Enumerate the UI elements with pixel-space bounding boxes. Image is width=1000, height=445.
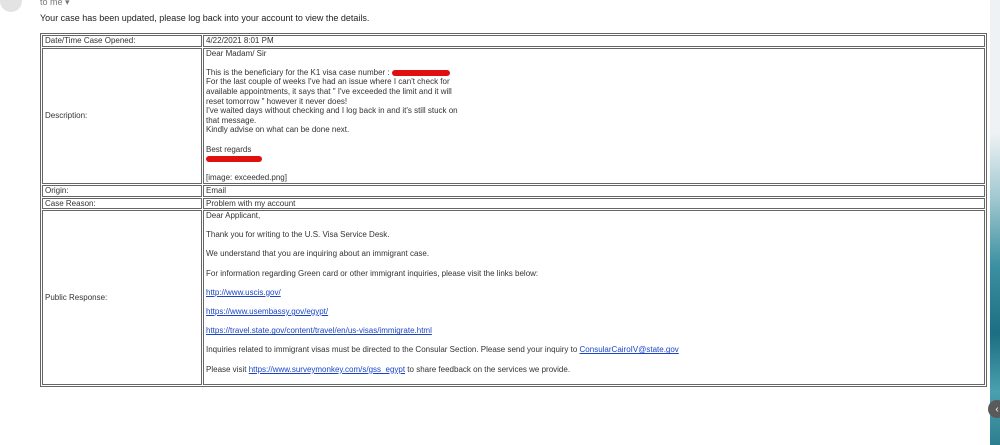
description-line: Kindly advise on what can be done next. [206,125,350,135]
description-greeting: Dear Madam/ Sir [206,48,267,58]
description-closing: Best regards [206,144,252,154]
chevron-down-icon[interactable]: ▾ [65,0,70,7]
row-date-opened [42,35,985,47]
sender-avatar[interactable] [0,0,22,12]
response-greeting: Dear Applicant, [206,211,261,221]
description-line: reset tomorrow " however it never does! [206,96,348,106]
public-response-label: Public Response: [42,210,202,385]
case-reason-label: Case Reason: [42,198,202,210]
consular-email-link[interactable]: ConsularCairoIV@state.gov [579,345,679,355]
response-understand: We understand that you are inquiring about an immigrant case. [206,249,430,259]
side-panel-background [990,0,1000,445]
description-line: I've waited days without checking and I log back in and it's still stuck on [206,106,458,116]
recipient-details[interactable] [40,0,70,8]
row-origin [42,185,985,197]
uscis-link[interactable]: http://www.uscis.gov/ [206,287,281,297]
row-case-reason [42,198,985,210]
survey-link[interactable]: https://www.surveymonkey.com/s/gss_egypt [248,364,406,374]
description-image-note: [image: exceeded.png] [206,173,287,183]
description-label: Description: [42,48,202,184]
response-thanks: Thank you for writing to the U.S. Visa Service Desk. [206,230,390,240]
chevron-left-icon[interactable]: ‹ [988,400,1000,418]
description-line: available appointments, it says that " I've exceeded the limit and it will [206,86,452,96]
case-reason-value: Problem with my account [203,198,985,210]
public-response-value [203,210,985,385]
origin-value: Email [203,185,985,197]
description-line: For the last couple of weeks I've had an issue where I can't check for [206,77,450,87]
description-value [203,48,985,184]
redacted-case-number [392,70,450,76]
date-opened-value: 4/22/2021 8:01 PM [203,35,985,47]
response-info: For information regarding Green card or other immigrant inquiries, please visit the links below: [206,268,539,278]
row-description [42,48,985,184]
redacted-signature [206,156,262,162]
update-notice: Your case has been updated, please log back into your account to view the details. [40,13,370,23]
travel-state-link[interactable]: https://travel.state.gov/content/travel/en/us-visas/immigrate.html [206,326,432,336]
usembassy-link[interactable]: https://www.usembassy.gov/egypt/ [206,307,329,317]
response-inquiries: Inquiries related to immigrant visas must be directed to the Consular Section. Please send your inquiry to ConsularCairoIV@state.gov [206,345,679,355]
case-details-table [40,33,987,387]
origin-label: Origin: [42,185,202,197]
row-public-response [42,210,985,385]
response-survey: Please visit https://www.surveymonkey.com/s/gss_egypt to share feedback on the services we provide. [206,364,571,374]
date-opened-label: Date/Time Case Opened: [42,35,202,47]
description-line: that message. [206,115,257,125]
to-me-label: to me [40,0,63,7]
description-line: This is the beneficiary for the K1 visa case number : [206,68,982,78]
